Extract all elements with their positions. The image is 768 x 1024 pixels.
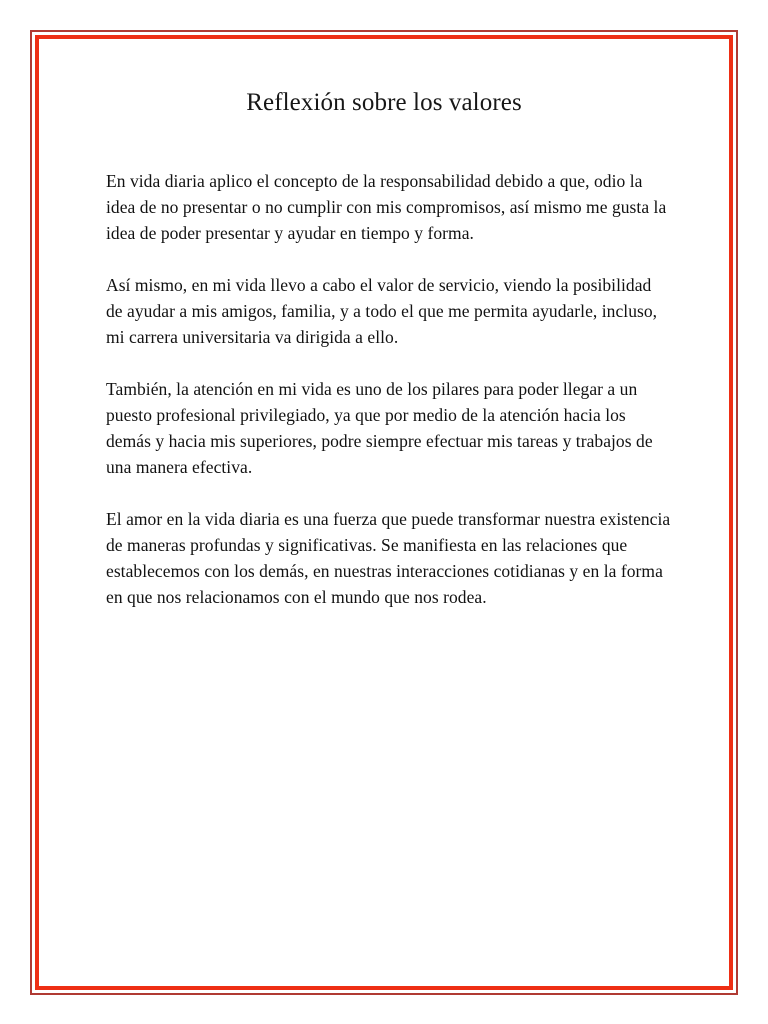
paragraph: En vida diaria aplico el concepto de la responsabilidad debido a que, odio la idea de no presentar o no cumplir con mis compromisos, así mismo me gusta la idea de poder presentar y ayudar en tiempo y forma. (106, 171, 667, 243)
paragraph: También, la atención en mi vida es uno de los pilares para poder llegar a un puesto profesional privilegiado, ya que por medio de la atención hacia los demás y hacia mis superiores, podre siempre efectuar mis tareas y trabajos de una manera efectiva. (106, 379, 653, 477)
document-body (106, 168, 672, 610)
paragraph: Así mismo, en mi vida llevo a cabo el valor de servicio, viendo la posibilidad de ayudar a mis amigos, familia, y a todo el que me permita ayudarle, incluso, mi carrera universitaria va dirigida a ello. (106, 275, 658, 347)
paragraph: El amor en la vida diaria es una fuerza que puede transformar nuestra existencia de maneras profundas y significativas. Se manifiesta en las relaciones que establecemos con los demás, en nuestras interacciones cotidianas y en la forma en que nos relacionamos con el mundo que nos rodea. (106, 509, 671, 607)
page-title: Reflexión sobre los valores (246, 89, 522, 116)
